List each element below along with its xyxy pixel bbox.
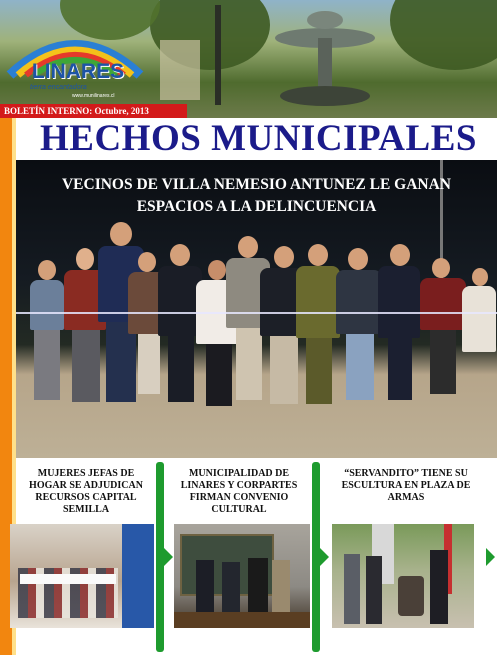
story-card[interactable] (168, 468, 310, 646)
green-divider (312, 462, 320, 652)
person-figure (222, 562, 240, 616)
main-title: HECHOS MUNICIPALES (40, 118, 477, 159)
story-photo (10, 524, 154, 628)
held-certificates (20, 574, 116, 584)
bulletin-label: BOLETÍN INTERNO: Octubre, 2013 (0, 104, 187, 118)
fountain-image (270, 8, 380, 108)
lead-story-headline[interactable] (16, 174, 497, 218)
person-figure (344, 554, 360, 624)
story-title: MUNICIPALIDAD DE LINARES Y CORPARTES FIRMAN CONVENIO CULTURAL (180, 468, 298, 515)
story-card[interactable] (326, 468, 486, 646)
logo-tagline: tierra encantadora (30, 84, 87, 91)
person-figure (196, 560, 214, 616)
person-figure (366, 556, 382, 624)
arrow-right-icon (486, 548, 495, 566)
headline-line: VECINOS DE VILLA NEMESIO ANTUNEZ LE GANAN (61, 176, 452, 193)
story-title: MUJERES JEFAS DE HOGAR SE ADJUDICAN RECURSOS CAPITAL SEMILLA (29, 468, 143, 515)
green-divider (156, 462, 164, 652)
logo-name: LINARES (31, 60, 125, 83)
story-photo (174, 524, 310, 628)
headline-line: ESPACIOS A LA DELINCUENCIA (136, 198, 377, 215)
story-title: “SERVANDITO” TIENE SU ESCULTURA EN PLAZA DE ARMAS (341, 468, 471, 503)
signing-table (174, 612, 310, 628)
story-card[interactable] (16, 468, 156, 646)
lamp-post (215, 5, 221, 105)
monument-shape (160, 40, 200, 100)
header-banner-photo (0, 0, 497, 118)
banner-flag (122, 524, 154, 628)
ceremony-ribbon (16, 312, 497, 314)
sculpture (398, 576, 424, 616)
person-figure (272, 560, 290, 616)
story-photo (332, 524, 474, 628)
person-figure (430, 550, 448, 624)
logo-url: www.munilinares.cl (72, 93, 115, 99)
tree-shape (390, 0, 497, 70)
person-figure (248, 558, 268, 616)
